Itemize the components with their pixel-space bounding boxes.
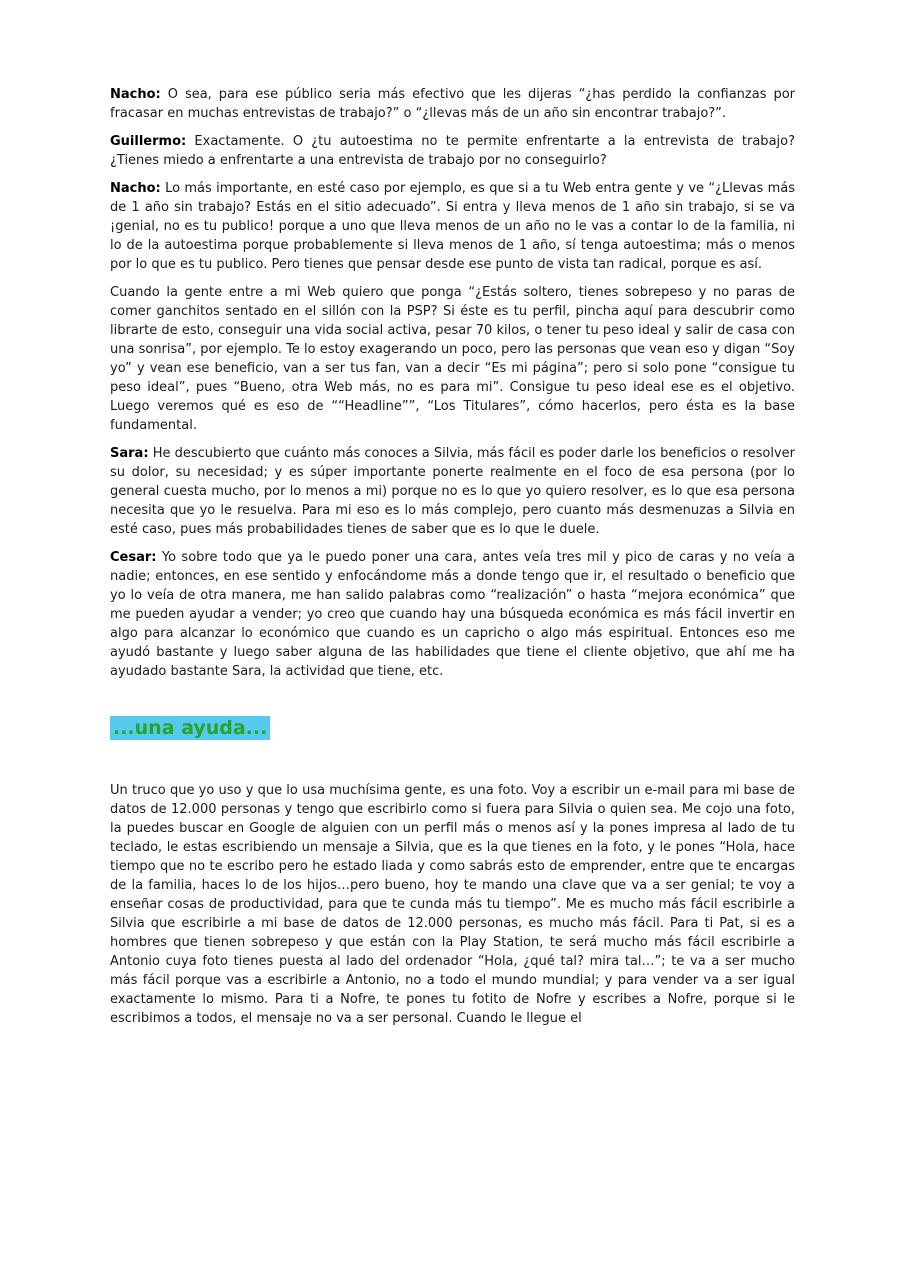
section-heading: ...una ayuda...	[110, 716, 270, 740]
paragraph-guillermo	[110, 132, 795, 170]
paragraph-text: O sea, para ese público seria más efectivo que les dijeras “¿has perdido la confianzas por fracasar en muchas entrevistas de trabajo?” o “¿llevas más de un año sin encontrar trabajo?”.	[110, 87, 795, 121]
paragraph-nacho-1	[110, 85, 795, 123]
paragraph-truco-foto	[110, 781, 795, 1028]
speaker-name: Sara:	[110, 446, 149, 461]
paragraph-nacho-continuation	[110, 283, 795, 435]
paragraph-text: Lo más importante, en esté caso por ejemplo, es que si a tu Web entra gente y ve “¿Llevas más de 1 año sin trabajo? Estás en el sitio adecuado”. Si entra y lleva menos de 1 año sin trabajo, si se va ¡genial, no es tu publico! porque a uno que lleva menos de un año no le vas a contar lo de la familia, ni lo de la autoestima porque probablemente si lleva menos de 1 año, sí tenga autoestima; más o menos por lo que es tu publico. Pero tienes que pensar desde ese punto de vista tan radical, porque es así.	[110, 181, 796, 272]
paragraph-sara	[110, 444, 795, 539]
paragraph-text: Un truco que yo uso y que lo usa muchísima gente, es una foto. Voy a escribir un e-mail para mi base de datos de 12.000 personas y tengo que escribirlo como si fuera para Silvia o quien sea. Me cojo una foto, la puedes buscar en Google de alguien con un perfil más o menos así y la pones impresa al lado de tu teclado, le estas escribiendo un mensaje a Silvia, que es la que tienes en la foto, y le pones “Hola, hace tiempo que no te escribo pero he estado liada y como sabrás esto de emprender, entre que te encargas de la familia, haces lo de los hijos…pero bueno, hoy te mando una clave que va a ser genial; te voy a enseñar cosas de productividad, para que te cunda más tu tiempo”. Me es mucho más fácil escribirle a Silvia que escribirle a mi base de datos de 12.000 personas, es mucho más fácil. Para ti Pat, si es a hombres que tienen sobrepeso y que están con la Play Station, te será mucho más fácil escribirle a Antonio cuya foto tienes puesta al lado del ordenador “Hola, ¿qué tal? mira tal…”; te va a ser mucho más fácil porque vas a escribirle a Antonio, no a todo el mundo mundial; y para vender va a ser igual exactamente lo mismo. Para ti a Nofre, te pones tu fotito de Nofre y escribes a Nofre, porque si le escribimos a todos, el mensaje no va a ser personal. Cuando le llegue el	[110, 783, 795, 1026]
paragraph-cesar	[110, 548, 795, 681]
paragraph-nacho-2	[110, 179, 795, 274]
section-heading-wrap	[110, 715, 795, 741]
speaker-name: Guillermo:	[110, 134, 187, 149]
paragraph-text: Cuando la gente entre a mi Web quiero que ponga “¿Estás soltero, tienes sobrepeso y no paras de comer ganchitos sentado en el sillón con la PSP? Si éste es tu perfil, pincha aquí para descubrir como librarte de esto, conseguir una vida social activa, pesar 70 kilos, o tener tu peso ideal y salir de casa con una sonrisa”, por ejemplo. Te lo estoy exagerando un poco, pero las personas que vean eso y digan “Soy yo” y vean ese beneficio, van a ser tus fan, van a decir “Es mi página”; pero si solo pone “consigue tu peso ideal”, pues “Bueno, otra Web más, no es para mi”. Consigue tu peso ideal ese es el objetivo. Luego veremos qué es eso de ““Headline””, “Los Titulares”, cómo hacerlos, pero ésta es la base fundamental.	[110, 285, 795, 433]
speaker-name: Nacho:	[110, 181, 161, 196]
speaker-name: Cesar:	[110, 550, 157, 565]
speaker-name: Nacho:	[110, 87, 161, 102]
paragraph-text: Exactamente. O ¿tu autoestima no te permite enfrentarte a la entrevista de trabajo? ¿Tienes miedo a enfrentarte a una entrevista de trabajo por no conseguirlo?	[110, 134, 795, 168]
paragraph-text: He descubierto que cuánto más conoces a Silvia, más fácil es poder darle los beneficios o resolver su dolor, su necesidad; y es súper importante ponerte realmente en el foco de esa persona (por lo general cuesta mucho, por lo menos a mi) porque no es lo que yo quiero resolver, es lo que esa persona necesita que yo le resuelva. Para mi eso es lo más complejo, pero cuanto más desmenuzas a Silvia en esté caso, pues más probabilidades tienes de saber que es lo que le duele.	[110, 446, 795, 537]
paragraph-text: Yo sobre todo que ya le puedo poner una cara, antes veía tres mil y pico de caras y no veía a nadie; entonces, en ese sentido y enfocándome más a donde tengo que ir, el resultado o beneficio que yo lo veía de otra manera, me han salido palabras como “realización” o hasta “mejora económica” que me pueden ayudar a vender; yo creo que cuando hay una búsqueda económica es más fácil invertir en algo para alcanzar lo económico que cuando es un capricho o algo más espiritual. Entonces eso me ayudó bastante y luego saber alguna de las habilidades que tiene el cliente objetivo, que ahí me ha ayudado bastante Sara, la actividad que tiene, etc.	[110, 550, 795, 679]
